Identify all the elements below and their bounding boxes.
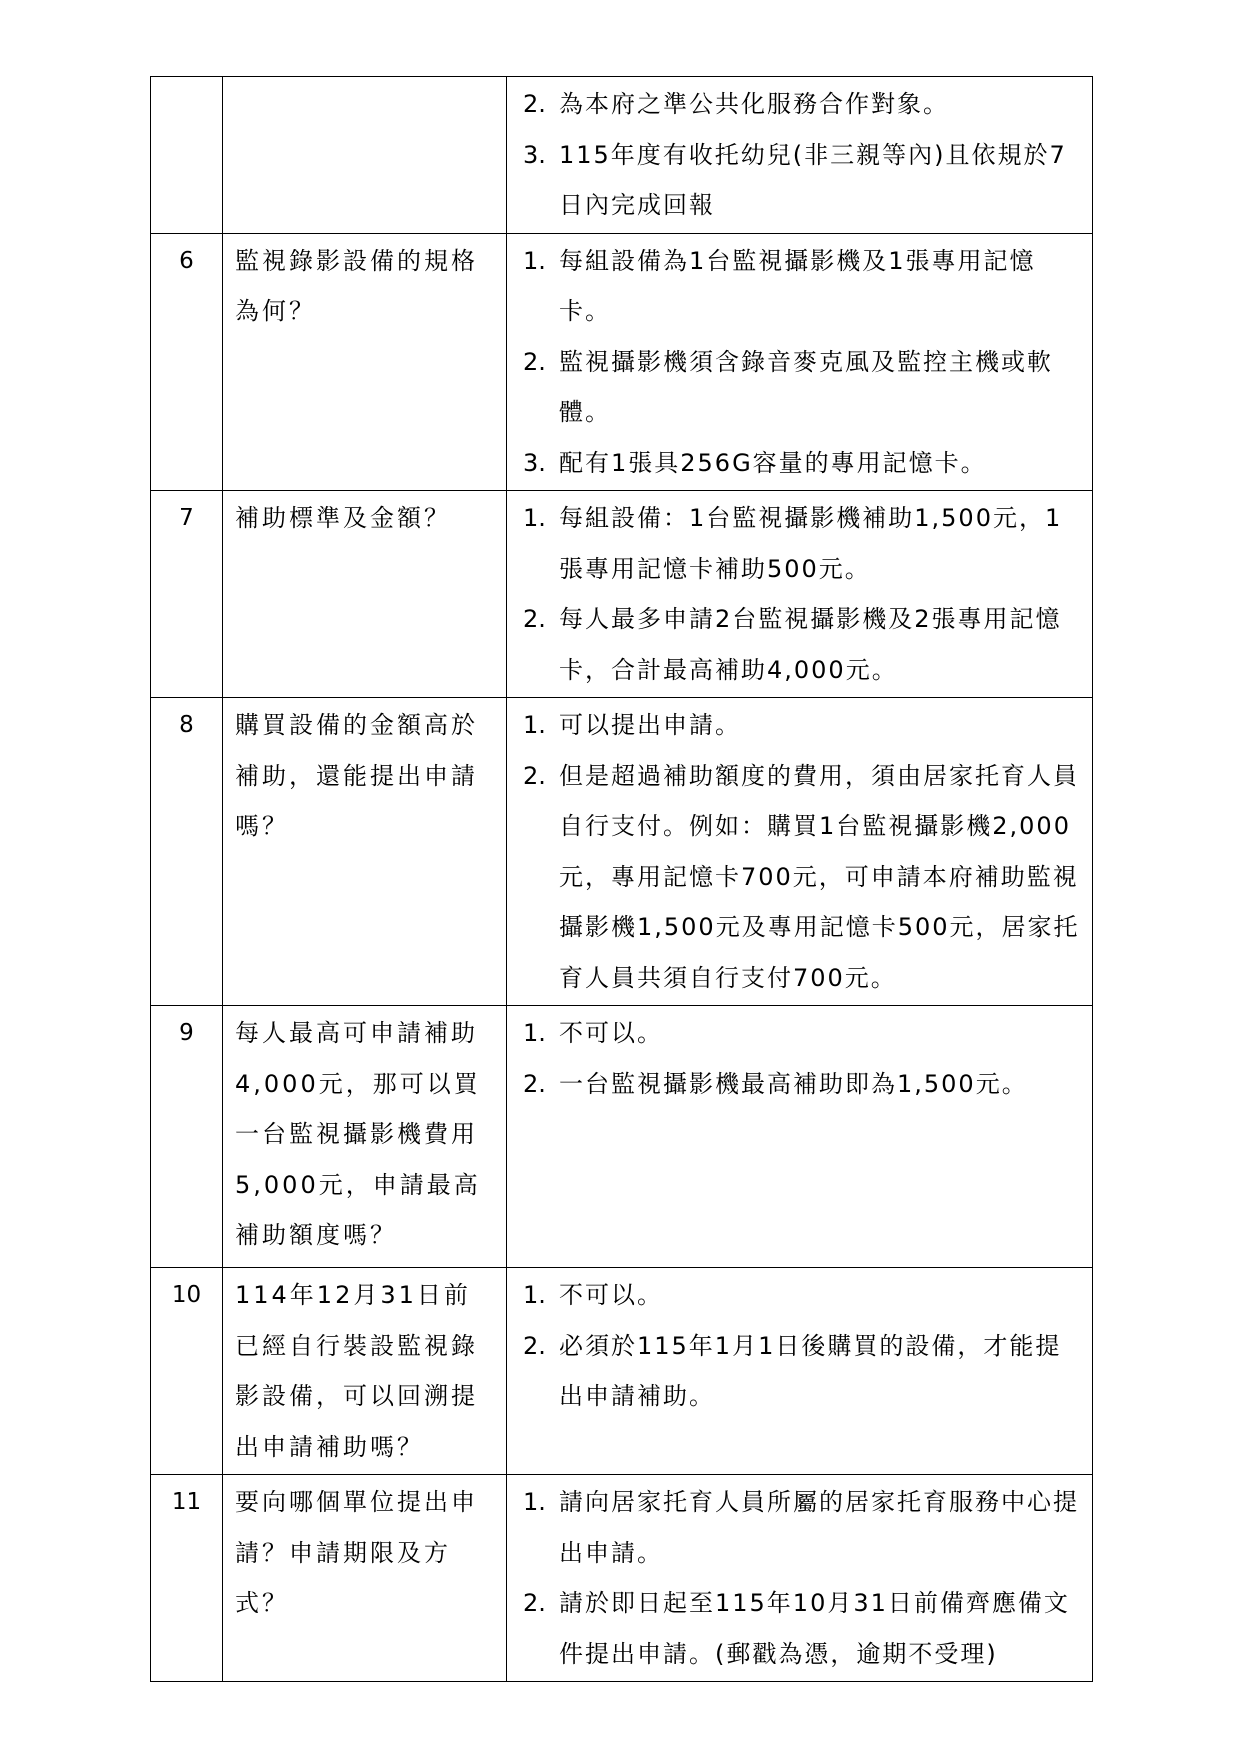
answer-item <box>517 1321 1082 1422</box>
answer-marker: 1. <box>523 1488 546 1516</box>
table-row <box>151 1475 1093 1682</box>
answer-marker: 3. <box>523 448 546 477</box>
answer-marker: 1. <box>523 1019 546 1047</box>
question-cell <box>223 1475 507 1682</box>
answer-text: 可以提出申請。 <box>559 711 741 739</box>
question-text: 監視錄影設備的規格為何？ <box>235 246 478 325</box>
question-text: 114年12月31日前已經自行裝設監視錄影設備，可以回溯提出申請補助嗎？ <box>235 1281 478 1461</box>
answer-marker: 1. <box>523 711 546 739</box>
question-cell <box>223 77 507 234</box>
answer-marker: 2. <box>523 761 546 790</box>
answer-marker: 2. <box>523 1069 546 1098</box>
answer-marker: 2. <box>523 347 546 376</box>
table-row <box>151 491 1093 698</box>
answer-text: 一台監視攝影機最高補助即為1,500元。 <box>559 1069 1028 1098</box>
answer-cell <box>507 77 1093 234</box>
answer-list <box>517 493 1082 695</box>
question-cell <box>223 233 507 491</box>
answer-item <box>517 1477 1082 1578</box>
answer-item <box>517 493 1082 594</box>
answer-item <box>517 1008 1082 1059</box>
answer-marker: 2. <box>523 1589 546 1617</box>
answer-text: 每人最多申請2台監視攝影機及2張專用記憶卡，合計最高補助4,000元。 <box>559 605 1062 684</box>
answer-text: 必須於115年1月1日後購買的設備，才能提出申請補助。 <box>559 1331 1062 1410</box>
row-number: 7 <box>151 491 223 698</box>
answer-list <box>517 1270 1082 1422</box>
answer-list <box>517 700 1082 1003</box>
question-text: 補助標準及金額？ <box>235 504 451 532</box>
table-row <box>151 1006 1093 1268</box>
answer-item <box>517 79 1082 130</box>
question-text: 購買設備的金額高於補助，還能提出申請嗎？ <box>235 711 478 840</box>
answer-cell <box>507 1268 1093 1475</box>
answer-text: 為本府之準公共化服務合作對象。 <box>559 90 949 118</box>
answer-item <box>517 751 1082 1004</box>
answer-cell <box>507 1475 1093 1682</box>
faq-table-body <box>151 77 1093 1682</box>
answer-text: 請於即日起至115年10月31日前備齊應備文件提出申請。(郵戳為憑，逾期不受理) <box>559 1589 1070 1668</box>
answer-cell <box>507 233 1093 491</box>
question-cell <box>223 491 507 698</box>
row-number: 10 <box>151 1268 223 1475</box>
answer-cell <box>507 491 1093 698</box>
answer-text: 不可以。 <box>559 1019 663 1047</box>
question-cell <box>223 1268 507 1475</box>
answer-marker: 2. <box>523 1331 546 1360</box>
answer-item <box>517 130 1082 231</box>
table-row <box>151 233 1093 491</box>
answer-list <box>517 79 1082 231</box>
question-cell <box>223 698 507 1006</box>
answer-text: 115年度有收托幼兒(非三親等內)且依規於7日內完成回報 <box>559 140 1067 219</box>
answer-marker: 2. <box>523 90 546 118</box>
row-number: 11 <box>151 1475 223 1682</box>
answer-marker: 3. <box>523 140 546 169</box>
question-cell <box>223 1006 507 1268</box>
answer-item <box>517 700 1082 751</box>
question-text: 要向哪個單位提出申請？申請期限及方式？ <box>235 1488 478 1617</box>
answer-item <box>517 1578 1082 1679</box>
table-row <box>151 698 1093 1006</box>
row-number: 8 <box>151 698 223 1006</box>
row-number <box>151 77 223 234</box>
answer-text: 不可以。 <box>559 1281 663 1309</box>
answer-text: 每組設備為1台監視攝影機及1張專用記憶卡。 <box>559 246 1036 325</box>
answer-item <box>517 594 1082 695</box>
answer-text: 監視攝影機須含錄音麥克風及監控主機或軟體。 <box>559 347 1053 426</box>
answer-marker: 1. <box>523 504 546 532</box>
table-row <box>151 1268 1093 1475</box>
table-row <box>151 77 1093 234</box>
answer-list <box>517 1477 1082 1679</box>
answer-item <box>517 236 1082 337</box>
answer-text: 每組設備：1台監視攝影機補助1,500元，1張專用記憶卡補助500元。 <box>559 504 1063 583</box>
row-number: 9 <box>151 1006 223 1268</box>
answer-list <box>517 1008 1082 1109</box>
answer-item <box>517 337 1082 438</box>
answer-text: 但是超過補助額度的費用，須由居家托育人員自行支付。例如：購買1台監視攝影機2,000元，專用記憶卡700元，可申請本府補助監視攝影機1,500元及專用記憶卡500元，居家托育人員共須自行支付700元。 <box>559 761 1080 992</box>
question-text: 每人最高可申請補助4,000元，那可以買一台監視攝影機費用5,000元，申請最高補助額度嗎？ <box>235 1019 481 1249</box>
answer-marker: 1. <box>523 246 546 275</box>
answer-marker: 2. <box>523 605 546 633</box>
answer-text: 請向居家托育人員所屬的居家托育服務中心提出申請。 <box>559 1488 1079 1567</box>
answer-cell <box>507 698 1093 1006</box>
answer-marker: 1. <box>523 1281 546 1309</box>
row-number: 6 <box>151 233 223 491</box>
answer-item <box>517 1270 1082 1321</box>
answer-item <box>517 1059 1082 1110</box>
answer-list <box>517 236 1082 489</box>
answer-cell <box>507 1006 1093 1268</box>
faq-table <box>150 76 1093 1682</box>
answer-item <box>517 438 1082 489</box>
answer-text: 配有1張具256G容量的專用記憶卡。 <box>559 448 987 477</box>
